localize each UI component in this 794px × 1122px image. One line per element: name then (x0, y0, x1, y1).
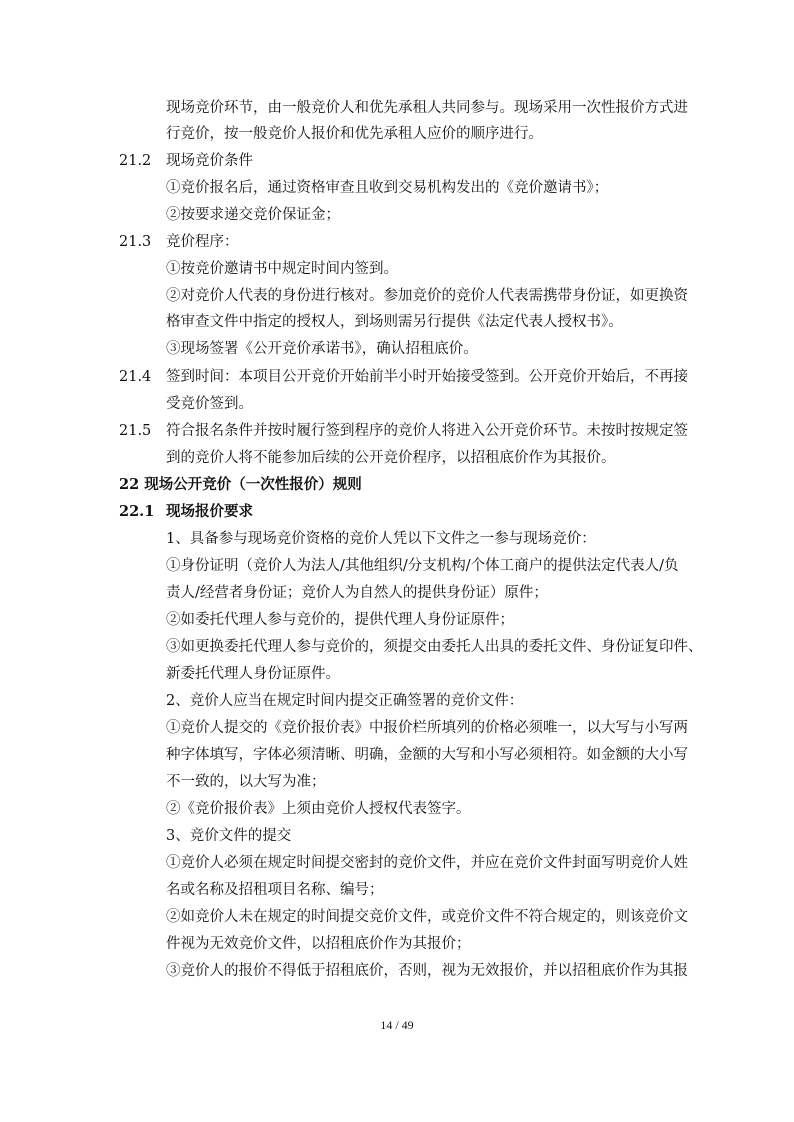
paragraph-line: 2、竞价人应当在规定时间内提交正确签署的竞价文件： (166, 693, 524, 709)
paragraph-line: ②对竞价人代表的身份进行核对。参加竞价的竞价人代表需携带身份证，如更换资 (166, 288, 688, 304)
paragraph-line: 签到时间：本项目公开竞价开始前半小时开始接受签到。公开竞价开始后，不再接 (166, 369, 688, 385)
paragraph-line: ②如竞价人未在规定的时间提交竞价文件，或竞价文件不符合规定的，则该竞价文 (166, 909, 688, 925)
paragraph-line: ①按竞价邀请书中规定时间内签到。 (166, 261, 398, 277)
page-number: 14 / 49 (380, 1018, 414, 1032)
section-title: 现场竞价条件 (166, 153, 253, 169)
paragraph-line: 行竞价，按一般竞价人报价和优先承租人应价的顺序进行。 (166, 126, 543, 142)
paragraph-line: 新委托代理人身份证原件。 (166, 666, 340, 682)
section-title: 竞价程序： (166, 234, 239, 250)
section-number: 22.1 (119, 503, 155, 520)
paragraph-line: ①竞价人提交的《竞价报价表》中报价栏所填列的价格必须唯一，以大写与小写两 (166, 720, 688, 736)
paragraph-line: 1、具备参与现场竞价资格的竞价人凭以下文件之一参与现场竞价： (166, 531, 596, 547)
paragraph-line: ③现场签署《公开竞价承诺书》，确认招租底价。 (166, 341, 478, 357)
paragraph-line: ①身份证明（竞价人为法人/其他组织/分支机构/个体工商户的提供法定代表人/负 (166, 558, 679, 574)
paragraph-line: 种字体填写，字体必须清晰、明确，金额的大写和小写必须相符。如金额的大小写 (166, 747, 688, 763)
section-number: 21.4 (119, 369, 152, 385)
section-title: 现场报价要求 (166, 503, 253, 520)
paragraph-line: ②如委托代理人参与竞价的，提供代理人身份证原件； (166, 612, 514, 628)
paragraph-line: ①竞价报名后，通过资格审查且收到交易机构发出的《竞价邀请书》； (166, 180, 609, 196)
paragraph-line: ②按要求递交竞价保证金； (166, 207, 340, 223)
paragraph-line: 格审查文件中指定的授权人，到场则需另行提供《法定代表人授权书》。 (166, 314, 623, 330)
paragraph-line: 符合报名条件并按时履行签到程序的竞价人将进入公开竞价环节。未按时按规定签 (166, 423, 688, 439)
paragraph-line: 现场竞价环节，由一般竞价人和优先承租人共同参与。现场采用一次性报价方式进 (166, 100, 688, 116)
section-number: 21.2 (119, 153, 152, 169)
section-heading: 22 现场公开竞价（一次性报价）规则 (119, 476, 362, 493)
section-number: 21.5 (119, 423, 152, 439)
paragraph-line: ③竞价人的报价不得低于招租底价，否则，视为无效报价，并以招租底价作为其报 (166, 963, 688, 979)
paragraph-line: 3、竞价文件的提交 (166, 828, 292, 844)
paragraph-line: ①竞价人必须在规定时间提交密封的竞价文件，并应在竞价文件封面写明竞价人姓 (166, 855, 688, 871)
paragraph-line: 不一致的，以大写为准； (166, 774, 326, 790)
paragraph-line: ②《竞价报价表》上须由竞价人授权代表签字。 (166, 801, 471, 817)
section-number: 21.3 (119, 234, 152, 250)
paragraph-line: 责人/经营者身份证；竞价人为自然人的提供身份证）原件； (166, 585, 548, 601)
paragraph-line: ③如更换委托代理人参与竞价的，须提交由委托人出具的委托文件、身份证复印件、 (166, 639, 703, 655)
paragraph-line: 到的竞价人将不能参加后续的公开竞价程序，以招租底价作为其报价。 (166, 450, 616, 466)
paragraph-line: 受竞价签到。 (166, 396, 253, 412)
paragraph-line: 件视为无效竞价文件，以招租底价作为其报价； (166, 936, 471, 952)
paragraph-line: 名或名称及招租项目名称、编号； (166, 882, 384, 898)
